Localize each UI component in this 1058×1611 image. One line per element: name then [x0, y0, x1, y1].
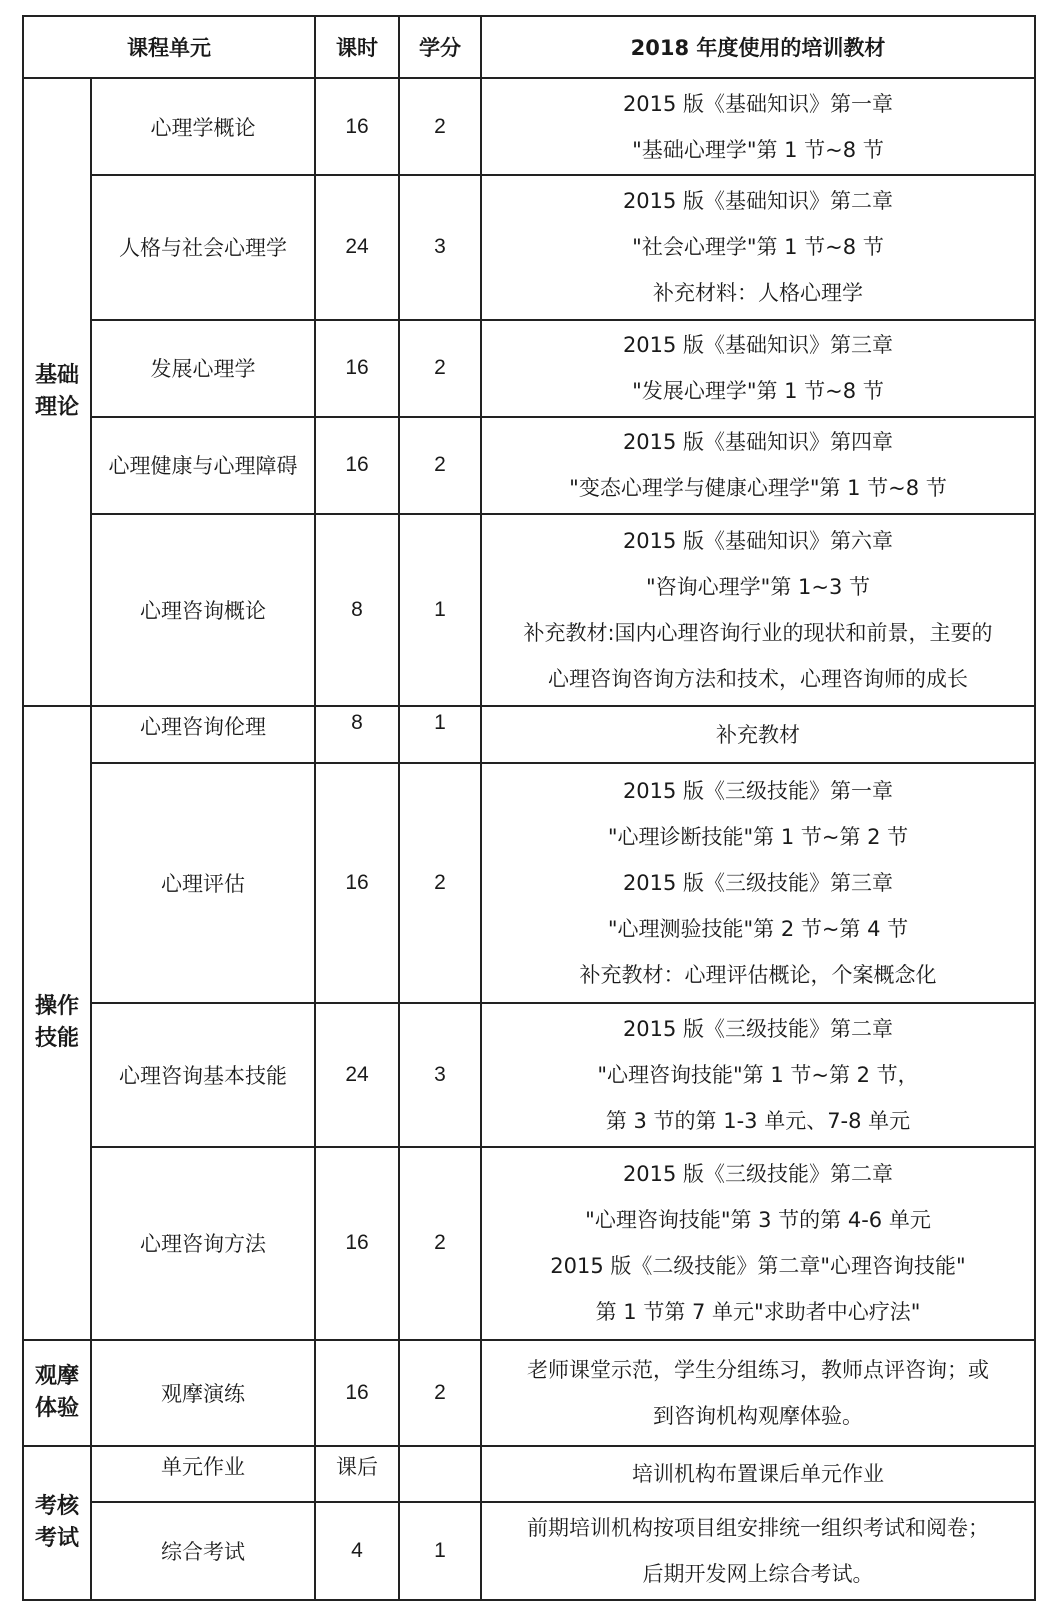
hours-cell: 16: [315, 763, 399, 1003]
hours-cell: 课后: [315, 1446, 399, 1502]
table-row: [23, 175, 1035, 320]
material-line: 2015 版《基础知识》第二章: [622, 189, 894, 214]
material-line: 2015 版《基础知识》第一章: [622, 91, 894, 116]
credits-cell: 2: [399, 1340, 481, 1446]
material-line: 2015 版《基础知识》第三章: [622, 333, 894, 358]
unit-cell: 心理健康与心理障碍: [91, 417, 315, 514]
header-unit: 课程单元: [23, 16, 315, 78]
material-line: 补充教材:国内心理咨询行业的现状和前景，主要的: [523, 621, 993, 646]
category-label: 基础: [34, 363, 79, 389]
table-row: [23, 320, 1035, 417]
material-line: "基础心理学"第 1 节~8 节: [632, 137, 884, 162]
material-line: 老师课堂示范，学生分组练习，教师点评咨询；或: [527, 1357, 989, 1382]
category-cell: [23, 706, 91, 1339]
material-line: 前期培训机构按项目组安排统一组织考试和阅卷；: [527, 1515, 989, 1540]
table-row: [23, 763, 1035, 1003]
material-line: 第 1 节第 7 单元"求助者中心疗法": [595, 1300, 921, 1325]
unit-cell: 观摩演练: [91, 1340, 315, 1446]
table-row: [23, 1147, 1035, 1339]
material-line: 2015 版《三级技能》第二章: [622, 1017, 894, 1042]
credits-cell: 1: [399, 514, 481, 706]
curriculum-table: [22, 15, 1036, 1601]
unit-cell: 心理咨询概论: [91, 514, 315, 706]
hours-cell: 8: [315, 706, 399, 763]
unit-cell: 发展心理学: [91, 320, 315, 417]
material-cell: [481, 1147, 1035, 1339]
unit-cell: 心理学概论: [91, 78, 315, 175]
table-row: [23, 1446, 1035, 1502]
material-line: "社会心理学"第 1 节~8 节: [632, 235, 884, 260]
material-cell: [481, 320, 1035, 417]
table-row: [23, 78, 1035, 175]
material-cell: [481, 417, 1035, 514]
table-row: [23, 1340, 1035, 1446]
hours-cell: 16: [315, 417, 399, 514]
credits-cell: 3: [399, 175, 481, 320]
category-label: 考核: [34, 1493, 79, 1519]
credits-cell: 1: [399, 706, 481, 763]
material-line: "心理咨询技能"第 3 节的第 4-6 单元: [585, 1208, 931, 1233]
material-line: "咨询心理学"第 1~3 节: [646, 575, 870, 600]
material-line: "变态心理学与健康心理学"第 1 节~8 节: [569, 476, 947, 501]
material-line: 2015 版《三级技能》第三章: [622, 870, 894, 895]
material-line: 补充教材: [716, 722, 800, 747]
credits-cell: 1: [399, 1502, 481, 1600]
material-line: 心理咨询咨询方法和技术，心理咨询师的成长: [548, 667, 968, 692]
category-label: 技能: [34, 1025, 79, 1051]
header-hours: 课时: [315, 16, 399, 78]
material-cell: [481, 78, 1035, 175]
hours-cell: 4: [315, 1502, 399, 1600]
hours-cell: 16: [315, 1340, 399, 1446]
credits-cell: 2: [399, 320, 481, 417]
material-line: 2015 版《基础知识》第四章: [622, 430, 894, 455]
category-label: 考试: [34, 1525, 79, 1551]
material-line: 第 3 节的第 1-3 单元、7-8 单元: [605, 1109, 911, 1134]
table-row: [23, 514, 1035, 706]
material-line: 培训机构布置课后单元作业: [632, 1461, 884, 1486]
unit-cell: 人格与社会心理学: [91, 175, 315, 320]
hours-cell: 16: [315, 78, 399, 175]
material-line: "发展心理学"第 1 节~8 节: [632, 379, 884, 404]
credits-cell: 3: [399, 1003, 481, 1148]
hours-cell: 16: [315, 320, 399, 417]
credits-cell: [399, 1446, 481, 1502]
material-cell: [481, 514, 1035, 706]
category-cell: [23, 1446, 91, 1600]
credits-cell: 2: [399, 1147, 481, 1339]
unit-cell: 心理咨询方法: [91, 1147, 315, 1339]
material-cell: [481, 1502, 1035, 1600]
hours-cell: 8: [315, 514, 399, 706]
hours-cell: 24: [315, 175, 399, 320]
material-cell: [481, 1340, 1035, 1446]
material-cell: [481, 706, 1035, 763]
credits-cell: 2: [399, 78, 481, 175]
category-cell: [23, 1340, 91, 1446]
header-credits: 学分: [399, 16, 481, 78]
table-row: [23, 1502, 1035, 1600]
category-label: 体验: [34, 1395, 79, 1421]
unit-cell: 心理咨询基本技能: [91, 1003, 315, 1148]
material-line: 2015 版《三级技能》第二章: [622, 1162, 894, 1187]
material-line: 后期开发网上综合考试。: [642, 1561, 874, 1586]
material-cell: [481, 1446, 1035, 1502]
material-cell: [481, 763, 1035, 1003]
unit-cell: 心理评估: [91, 763, 315, 1003]
credits-cell: 2: [399, 763, 481, 1003]
material-line: 2015 版《二级技能》第二章"心理咨询技能": [550, 1254, 966, 1279]
table-row: [23, 417, 1035, 514]
category-label: 操作: [34, 993, 79, 1019]
hours-cell: 24: [315, 1003, 399, 1148]
material-line: 补充教材：心理评估概论，个案概念化: [579, 962, 937, 987]
header-material: 2018 年度使用的培训教材: [481, 16, 1035, 78]
material-line: 到咨询机构观摩体验。: [653, 1403, 863, 1428]
category-label: 观摩: [34, 1363, 79, 1389]
hours-cell: 16: [315, 1147, 399, 1339]
material-cell: [481, 1003, 1035, 1148]
category-label: 理论: [34, 395, 79, 421]
table-row: [23, 706, 1035, 763]
material-line: 2015 版《基础知识》第六章: [622, 529, 894, 554]
material-line: "心理咨询技能"第 1 节~第 2 节，: [597, 1063, 919, 1088]
unit-cell: 综合考试: [91, 1502, 315, 1600]
unit-cell: 单元作业: [91, 1446, 315, 1502]
material-cell: [481, 175, 1035, 320]
unit-cell: 心理咨询伦理: [91, 706, 315, 763]
material-line: "心理诊断技能"第 1 节~第 2 节: [607, 824, 909, 849]
material-line: 补充材料：人格心理学: [653, 281, 863, 306]
material-line: 2015 版《三级技能》第一章: [622, 778, 894, 803]
header-row: [23, 16, 1035, 78]
category-cell: [23, 78, 91, 706]
credits-cell: 2: [399, 417, 481, 514]
material-line: "心理测验技能"第 2 节~第 4 节: [607, 916, 909, 941]
table-row: [23, 1003, 1035, 1148]
